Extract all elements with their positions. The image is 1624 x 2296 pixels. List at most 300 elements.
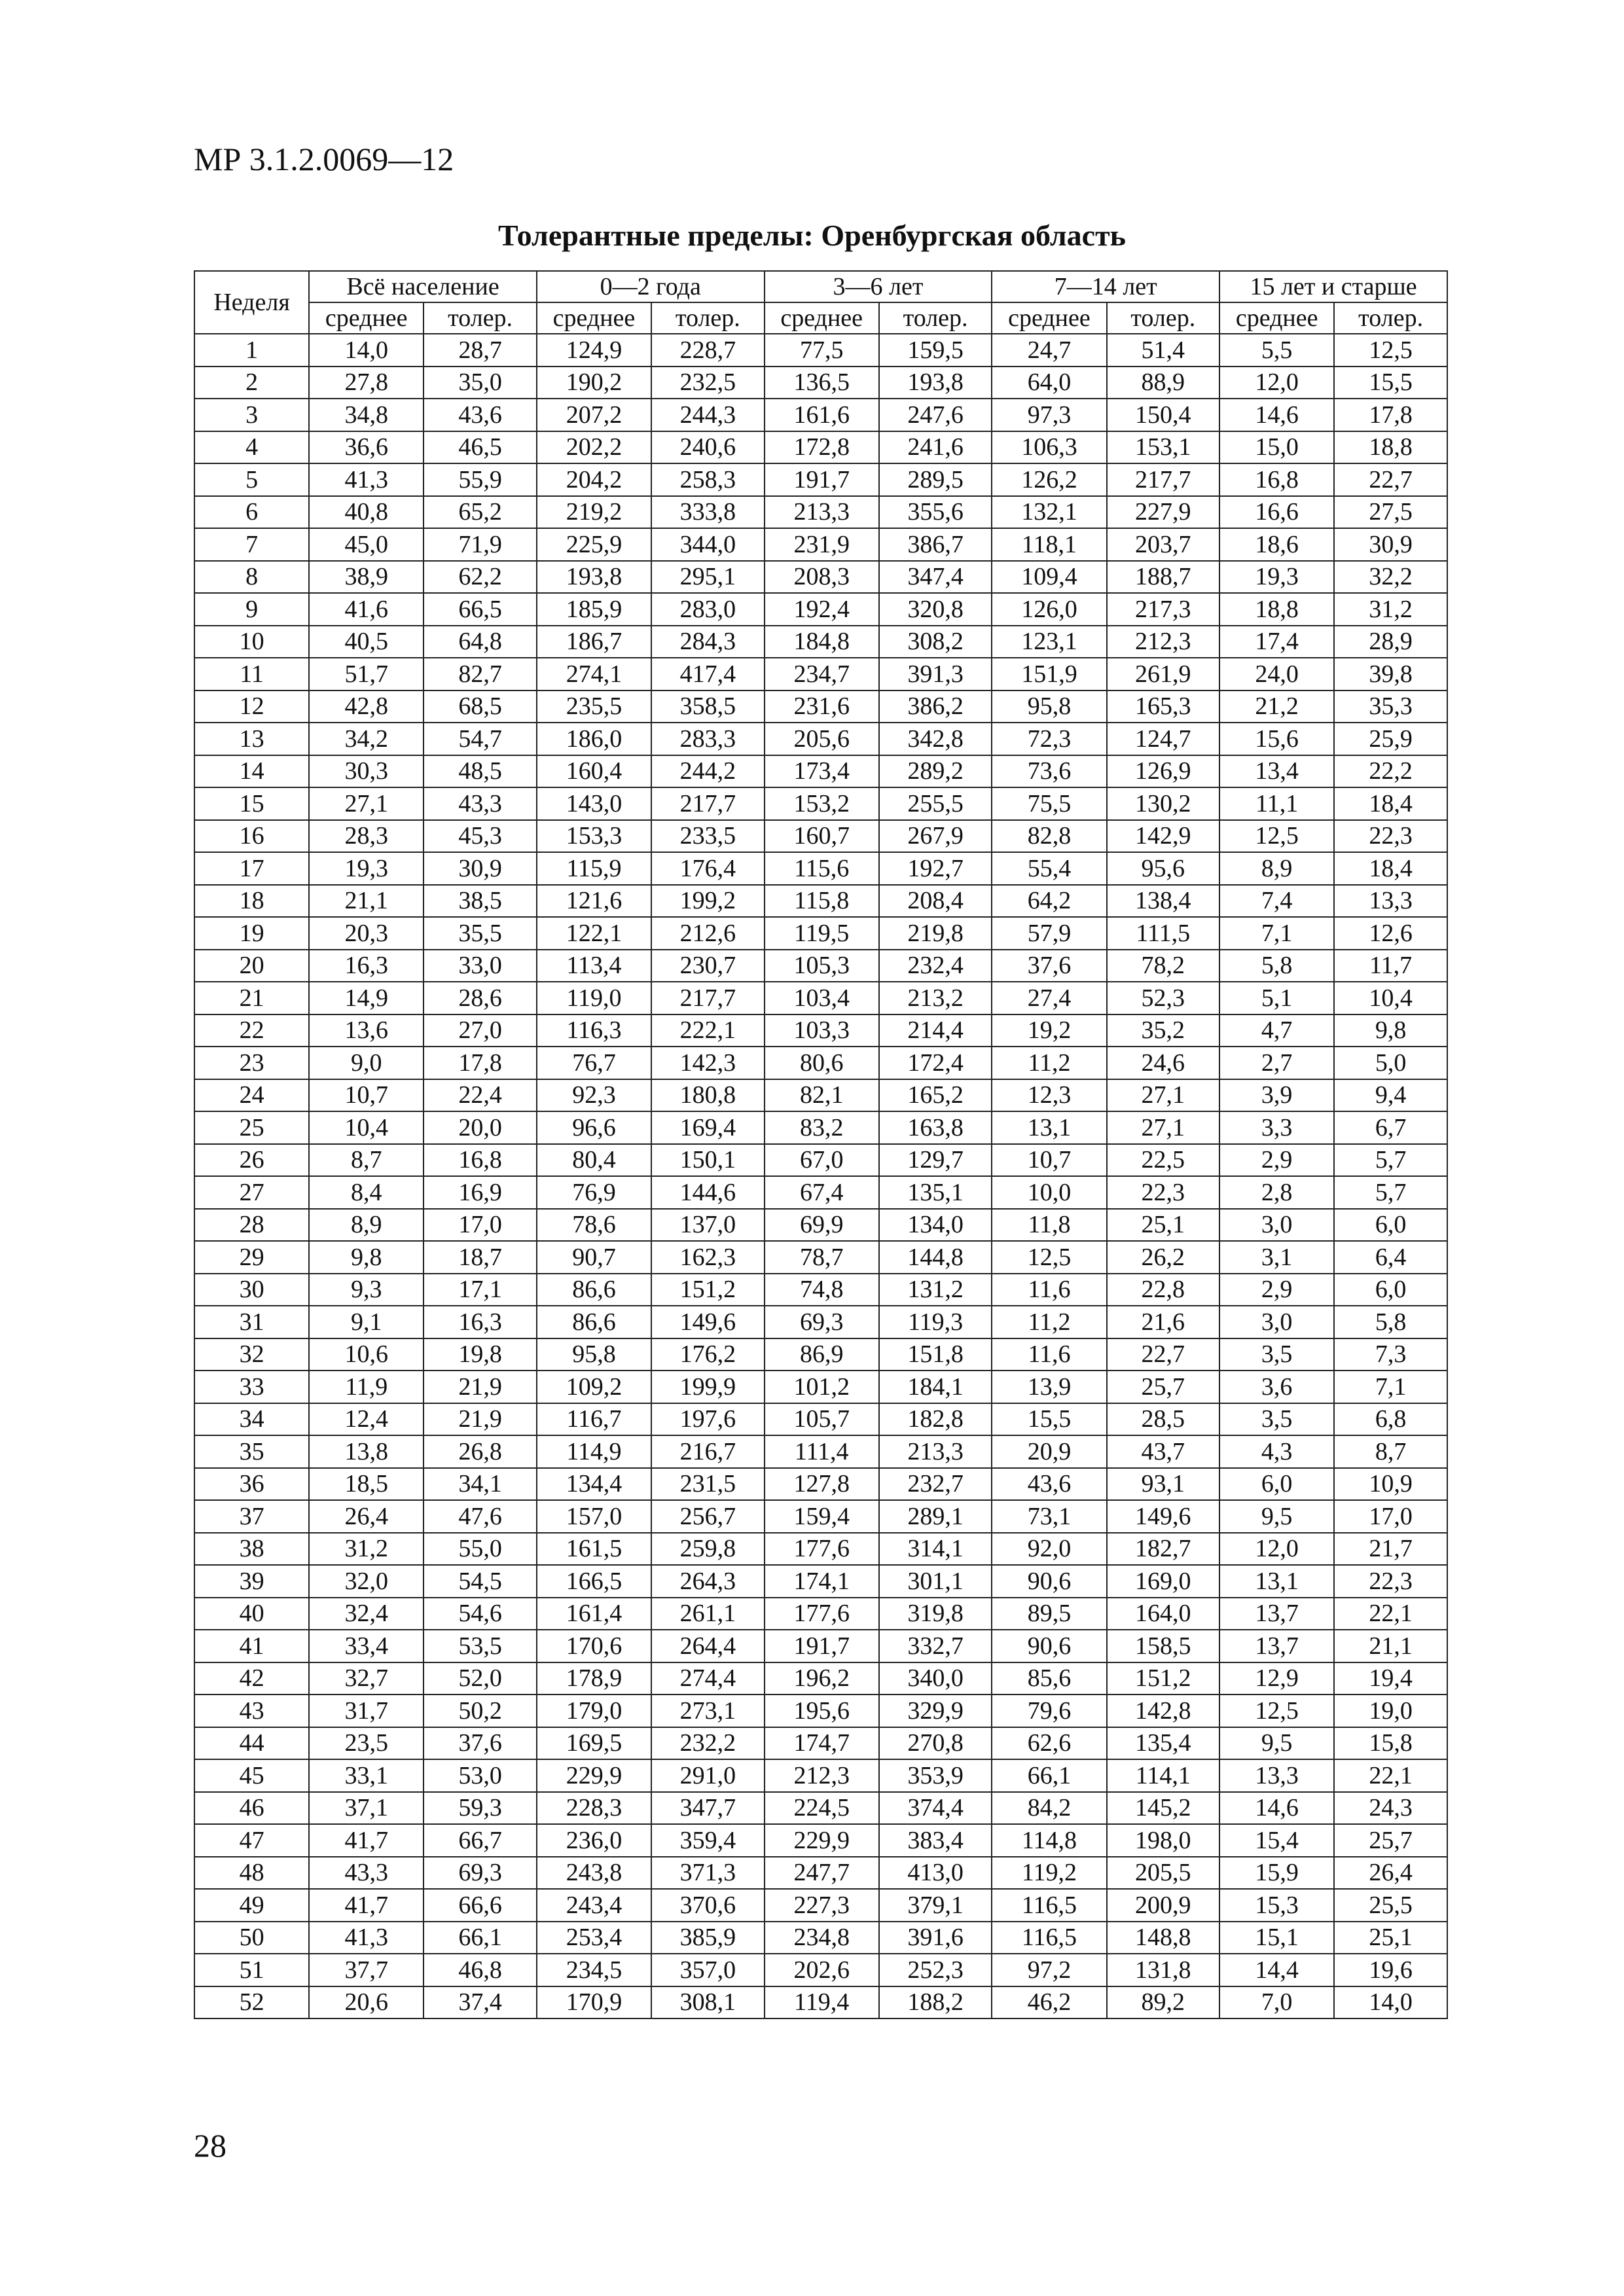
mean-value-cell: 90,7 <box>537 1241 651 1274</box>
tolerance-value-cell: 199,9 <box>651 1371 765 1403</box>
tolerance-value-cell: 30,9 <box>1334 528 1447 561</box>
mean-value-cell: 225,9 <box>537 528 651 561</box>
tolerance-value-cell: 5,0 <box>1334 1047 1447 1079</box>
tolerance-value-cell: 35,3 <box>1334 691 1447 723</box>
mean-value-cell: 46,2 <box>992 1986 1106 2019</box>
tolerance-value-cell: 51,4 <box>1107 334 1220 367</box>
mean-value-cell: 31,2 <box>309 1533 424 1566</box>
mean-value-cell: 229,9 <box>537 1759 651 1792</box>
mean-value-cell: 173,4 <box>765 755 879 788</box>
tolerance-value-cell: 230,7 <box>651 950 765 982</box>
mean-value-cell: 172,8 <box>765 431 879 464</box>
week-number-cell: 11 <box>194 658 309 691</box>
group-header-age-7-14: 7—14 лет <box>992 271 1219 302</box>
tolerance-value-cell: 66,1 <box>424 1922 537 1954</box>
tolerance-value-cell: 213,2 <box>879 982 992 1014</box>
tolerance-value-cell: 274,4 <box>651 1662 765 1695</box>
week-number-cell: 34 <box>194 1403 309 1436</box>
table-row <box>194 723 1447 755</box>
tolerance-value-cell: 6,0 <box>1334 1274 1447 1306</box>
week-number-cell: 46 <box>194 1792 309 1825</box>
tolerance-value-cell: 78,2 <box>1107 950 1220 982</box>
tolerance-value-cell: 9,4 <box>1334 1079 1447 1112</box>
mean-value-cell: 24,7 <box>992 334 1106 367</box>
tolerance-value-cell: 50,2 <box>424 1695 537 1727</box>
tolerance-value-cell: 212,3 <box>1107 626 1220 658</box>
tolerance-value-cell: 5,8 <box>1334 1306 1447 1338</box>
mean-value-cell: 15,5 <box>992 1403 1106 1436</box>
tolerance-value-cell: 228,7 <box>651 334 765 367</box>
mean-value-cell: 2,7 <box>1219 1047 1334 1079</box>
mean-value-cell: 151,9 <box>992 658 1106 691</box>
subheader-mean: среднее <box>992 302 1106 334</box>
mean-value-cell: 101,2 <box>765 1371 879 1403</box>
tolerance-value-cell: 217,7 <box>651 787 765 820</box>
table-row <box>194 755 1447 788</box>
tolerance-value-cell: 89,2 <box>1107 1986 1220 2019</box>
tolerance-value-cell: 6,4 <box>1334 1241 1447 1274</box>
table-title: Толерантные пределы: Оренбургская область <box>498 219 1126 252</box>
mean-value-cell: 5,5 <box>1219 334 1334 367</box>
mean-value-cell: 236,0 <box>537 1824 651 1857</box>
tolerance-value-cell: 52,0 <box>424 1662 537 1695</box>
tolerance-value-cell: 200,9 <box>1107 1889 1220 1922</box>
week-number-cell: 17 <box>194 852 309 885</box>
tolerance-value-cell: 22,1 <box>1334 1598 1447 1630</box>
mean-value-cell: 11,1 <box>1219 787 1334 820</box>
tolerance-value-cell: 217,7 <box>1107 463 1220 496</box>
mean-value-cell: 160,7 <box>765 820 879 853</box>
tolerance-value-cell: 130,2 <box>1107 787 1220 820</box>
mean-value-cell: 8,9 <box>309 1209 424 1242</box>
mean-value-cell: 12,9 <box>1219 1662 1334 1695</box>
mean-value-cell: 27,8 <box>309 367 424 399</box>
table-row <box>194 787 1447 820</box>
mean-value-cell: 86,6 <box>537 1274 651 1306</box>
tolerance-value-cell: 26,2 <box>1107 1241 1220 1274</box>
mean-value-cell: 62,6 <box>992 1727 1106 1760</box>
mean-value-cell: 57,9 <box>992 917 1106 950</box>
tolerance-value-cell: 15,5 <box>1334 367 1447 399</box>
tolerance-value-cell: 25,7 <box>1334 1824 1447 1857</box>
mean-value-cell: 105,7 <box>765 1403 879 1436</box>
tolerance-value-cell: 264,4 <box>651 1630 765 1662</box>
tolerance-value-cell: 31,2 <box>1334 593 1447 626</box>
tolerance-value-cell: 24,6 <box>1107 1047 1220 1079</box>
mean-value-cell: 90,6 <box>992 1630 1106 1662</box>
tolerance-value-cell: 38,5 <box>424 885 537 918</box>
week-number-cell: 14 <box>194 755 309 788</box>
page-number: 28 <box>194 2127 226 2164</box>
tolerance-value-cell: 159,5 <box>879 334 992 367</box>
mean-value-cell: 105,3 <box>765 950 879 982</box>
mean-value-cell: 231,9 <box>765 528 879 561</box>
tolerance-value-cell: 8,7 <box>1334 1435 1447 1468</box>
table-row <box>194 1468 1447 1501</box>
week-number-cell: 52 <box>194 1986 309 2019</box>
tolerance-value-cell: 203,7 <box>1107 528 1220 561</box>
tolerance-value-cell: 53,5 <box>424 1630 537 1662</box>
tolerance-value-cell: 357,0 <box>651 1954 765 1986</box>
tolerance-value-cell: 18,8 <box>1334 431 1447 464</box>
tolerance-value-cell: 138,4 <box>1107 885 1220 918</box>
tolerance-value-cell: 17,8 <box>1334 399 1447 431</box>
week-number-cell: 8 <box>194 561 309 594</box>
tolerance-value-cell: 232,5 <box>651 367 765 399</box>
tolerance-value-cell: 145,2 <box>1107 1792 1220 1825</box>
tolerance-value-cell: 258,3 <box>651 463 765 496</box>
table-row <box>194 1435 1447 1468</box>
week-number-cell: 24 <box>194 1079 309 1112</box>
tolerance-value-cell: 66,6 <box>424 1889 537 1922</box>
mean-value-cell: 116,5 <box>992 1889 1106 1922</box>
mean-value-cell: 109,4 <box>992 561 1106 594</box>
mean-value-cell: 10,4 <box>309 1111 424 1144</box>
mean-value-cell: 40,5 <box>309 626 424 658</box>
mean-value-cell: 9,1 <box>309 1306 424 1338</box>
table-row <box>194 1824 1447 1857</box>
mean-value-cell: 15,0 <box>1219 431 1334 464</box>
week-number-cell: 51 <box>194 1954 309 1986</box>
mean-value-cell: 2,8 <box>1219 1176 1334 1209</box>
tolerance-value-cell: 43,6 <box>424 399 537 431</box>
mean-value-cell: 111,4 <box>765 1435 879 1468</box>
week-number-cell: 40 <box>194 1598 309 1630</box>
mean-value-cell: 157,0 <box>537 1500 651 1533</box>
tolerance-value-cell: 231,5 <box>651 1468 765 1501</box>
week-number-cell: 6 <box>194 496 309 529</box>
mean-value-cell: 51,7 <box>309 658 424 691</box>
mean-value-cell: 3,6 <box>1219 1371 1334 1403</box>
tolerance-value-cell: 214,4 <box>879 1014 992 1047</box>
week-number-cell: 12 <box>194 691 309 723</box>
tolerance-value-cell: 28,7 <box>424 334 537 367</box>
group-header-row <box>194 271 1447 302</box>
mean-value-cell: 12,3 <box>992 1079 1106 1112</box>
tolerance-value-cell: 150,1 <box>651 1144 765 1177</box>
tolerance-value-cell: 21,9 <box>424 1371 537 1403</box>
mean-value-cell: 115,6 <box>765 852 879 885</box>
tolerance-value-cell: 255,5 <box>879 787 992 820</box>
mean-value-cell: 32,0 <box>309 1565 424 1598</box>
mean-value-cell: 13,1 <box>1219 1565 1334 1598</box>
mean-value-cell: 92,3 <box>537 1079 651 1112</box>
mean-value-cell: 32,4 <box>309 1598 424 1630</box>
week-column-header: Неделя <box>194 271 309 334</box>
mean-value-cell: 14,0 <box>309 334 424 367</box>
tolerance-value-cell: 386,2 <box>879 691 992 723</box>
table-row <box>194 626 1447 658</box>
mean-value-cell: 132,1 <box>992 496 1106 529</box>
tolerance-value-cell: 142,8 <box>1107 1695 1220 1727</box>
mean-value-cell: 174,7 <box>765 1727 879 1760</box>
table-row <box>194 1662 1447 1695</box>
table-row <box>194 1371 1447 1403</box>
mean-value-cell: 16,6 <box>1219 496 1334 529</box>
tolerance-value-cell: 6,0 <box>1334 1209 1447 1242</box>
mean-value-cell: 10,0 <box>992 1176 1106 1209</box>
table-row <box>194 1630 1447 1662</box>
mean-value-cell: 11,6 <box>992 1338 1106 1371</box>
mean-value-cell: 92,0 <box>992 1533 1106 1566</box>
mean-value-cell: 13,4 <box>1219 755 1334 788</box>
table-row <box>194 852 1447 885</box>
table-row <box>194 917 1447 950</box>
table-row <box>194 528 1447 561</box>
mean-value-cell: 227,3 <box>765 1889 879 1922</box>
mean-value-cell: 3,3 <box>1219 1111 1334 1144</box>
table-row <box>194 431 1447 464</box>
mean-value-cell: 69,3 <box>765 1306 879 1338</box>
mean-value-cell: 15,4 <box>1219 1824 1334 1857</box>
tolerance-value-cell: 244,2 <box>651 755 765 788</box>
mean-value-cell: 20,3 <box>309 917 424 950</box>
tolerance-value-cell: 347,4 <box>879 561 992 594</box>
tolerance-value-cell: 16,9 <box>424 1176 537 1209</box>
tolerance-value-cell: 39,8 <box>1334 658 1447 691</box>
mean-value-cell: 90,6 <box>992 1565 1106 1598</box>
tolerance-value-cell: 314,1 <box>879 1533 992 1566</box>
mean-value-cell: 174,1 <box>765 1565 879 1598</box>
mean-value-cell: 40,8 <box>309 496 424 529</box>
tolerance-value-cell: 149,6 <box>651 1306 765 1338</box>
tolerance-value-cell: 149,6 <box>1107 1500 1220 1533</box>
mean-value-cell: 10,6 <box>309 1338 424 1371</box>
tolerance-value-cell: 193,8 <box>879 367 992 399</box>
tolerance-value-cell: 359,4 <box>651 1824 765 1857</box>
mean-value-cell: 41,7 <box>309 1889 424 1922</box>
table-row <box>194 885 1447 918</box>
tolerance-value-cell: 172,4 <box>879 1047 992 1079</box>
week-number-cell: 21 <box>194 982 309 1014</box>
tolerance-value-cell: 25,9 <box>1334 723 1447 755</box>
mean-value-cell: 41,6 <box>309 593 424 626</box>
mean-value-cell: 19,2 <box>992 1014 1106 1047</box>
week-number-cell: 39 <box>194 1565 309 1598</box>
tolerance-value-cell: 273,1 <box>651 1695 765 1727</box>
tolerance-value-cell: 11,7 <box>1334 950 1447 982</box>
mean-value-cell: 212,3 <box>765 1759 879 1792</box>
week-number-cell: 35 <box>194 1435 309 1468</box>
mean-value-cell: 193,8 <box>537 561 651 594</box>
tolerance-value-cell: 27,5 <box>1334 496 1447 529</box>
week-number-cell: 48 <box>194 1857 309 1890</box>
tolerance-value-cell: 347,7 <box>651 1792 765 1825</box>
table-row <box>194 334 1447 367</box>
week-number-cell: 49 <box>194 1889 309 1922</box>
mean-value-cell: 159,4 <box>765 1500 879 1533</box>
mean-value-cell: 170,9 <box>537 1986 651 2019</box>
mean-value-cell: 247,7 <box>765 1857 879 1890</box>
mean-value-cell: 21,1 <box>309 885 424 918</box>
tolerance-value-cell: 151,2 <box>651 1274 765 1306</box>
tolerance-value-cell: 240,6 <box>651 431 765 464</box>
mean-value-cell: 243,8 <box>537 1857 651 1890</box>
table-row <box>194 1274 1447 1306</box>
tolerance-value-cell: 289,5 <box>879 463 992 496</box>
tolerance-value-cell: 28,6 <box>424 982 537 1014</box>
tolerance-value-cell: 233,5 <box>651 820 765 853</box>
tolerance-value-cell: 222,1 <box>651 1014 765 1047</box>
mean-value-cell: 76,7 <box>537 1047 651 1079</box>
mean-value-cell: 126,0 <box>992 593 1106 626</box>
tolerance-value-cell: 417,4 <box>651 658 765 691</box>
tolerance-value-cell: 21,9 <box>424 1403 537 1436</box>
tolerance-value-cell: 391,6 <box>879 1922 992 1954</box>
tolerance-value-cell: 344,0 <box>651 528 765 561</box>
tolerance-value-cell: 26,8 <box>424 1435 537 1468</box>
tolerance-value-cell: 19,8 <box>424 1338 537 1371</box>
mean-value-cell: 38,9 <box>309 561 424 594</box>
week-number-cell: 23 <box>194 1047 309 1079</box>
mean-value-cell: 13,7 <box>1219 1630 1334 1662</box>
tolerance-value-cell: 33,0 <box>424 950 537 982</box>
mean-value-cell: 21,2 <box>1219 691 1334 723</box>
tolerance-value-cell: 88,9 <box>1107 367 1220 399</box>
mean-value-cell: 14,9 <box>309 982 424 1014</box>
mean-value-cell: 11,2 <box>992 1306 1106 1338</box>
tolerance-value-cell: 180,8 <box>651 1079 765 1112</box>
table-row <box>194 658 1447 691</box>
mean-value-cell: 9,0 <box>309 1047 424 1079</box>
tolerance-value-cell: 358,5 <box>651 691 765 723</box>
tolerance-value-cell: 261,9 <box>1107 658 1220 691</box>
week-number-cell: 47 <box>194 1824 309 1857</box>
mean-value-cell: 13,8 <box>309 1435 424 1468</box>
tolerance-value-cell: 244,3 <box>651 399 765 431</box>
tolerance-value-cell: 329,9 <box>879 1695 992 1727</box>
tolerance-value-cell: 6,7 <box>1334 1111 1447 1144</box>
mean-value-cell: 72,3 <box>992 723 1106 755</box>
tolerance-value-cell: 25,1 <box>1107 1209 1220 1242</box>
tolerance-value-cell: 144,8 <box>879 1241 992 1274</box>
tolerance-value-cell: 188,2 <box>879 1986 992 2019</box>
tolerance-value-cell: 308,1 <box>651 1986 765 2019</box>
table-row <box>194 1111 1447 1144</box>
table-row <box>194 1500 1447 1533</box>
tolerance-value-cell: 197,6 <box>651 1403 765 1436</box>
mean-value-cell: 119,2 <box>992 1857 1106 1890</box>
mean-value-cell: 3,0 <box>1219 1306 1334 1338</box>
mean-value-cell: 34,8 <box>309 399 424 431</box>
mean-value-cell: 27,4 <box>992 982 1106 1014</box>
tolerance-value-cell: 162,3 <box>651 1241 765 1274</box>
subheader-mean: среднее <box>1219 302 1334 334</box>
mean-value-cell: 134,4 <box>537 1468 651 1501</box>
mean-value-cell: 170,6 <box>537 1630 651 1662</box>
tolerance-value-cell: 241,6 <box>879 431 992 464</box>
mean-value-cell: 34,2 <box>309 723 424 755</box>
group-header-age-15-plus: 15 лет и старше <box>1219 271 1447 302</box>
tolerance-value-cell: 164,0 <box>1107 1598 1220 1630</box>
tolerance-value-cell: 59,3 <box>424 1792 537 1825</box>
tolerance-value-cell: 45,3 <box>424 820 537 853</box>
tolerance-value-cell: 43,7 <box>1107 1435 1220 1468</box>
mean-value-cell: 186,7 <box>537 626 651 658</box>
tolerance-value-cell: 55,0 <box>424 1533 537 1566</box>
tolerance-value-cell: 111,5 <box>1107 917 1220 950</box>
mean-value-cell: 13,9 <box>992 1371 1106 1403</box>
table-row <box>194 1144 1447 1177</box>
table-row <box>194 1209 1447 1242</box>
mean-value-cell: 73,6 <box>992 755 1106 788</box>
tolerance-value-cell: 353,9 <box>879 1759 992 1792</box>
tolerance-value-cell: 22,3 <box>1107 1176 1220 1209</box>
week-number-cell: 43 <box>194 1695 309 1727</box>
tolerance-value-cell: 22,8 <box>1107 1274 1220 1306</box>
tolerance-value-cell: 126,9 <box>1107 755 1220 788</box>
tolerance-value-cell: 270,8 <box>879 1727 992 1760</box>
tolerance-value-cell: 198,0 <box>1107 1824 1220 1857</box>
mean-value-cell: 36,6 <box>309 431 424 464</box>
mean-value-cell: 19,3 <box>1219 561 1334 594</box>
tolerance-value-cell: 62,2 <box>424 561 537 594</box>
mean-value-cell: 103,3 <box>765 1014 879 1047</box>
mean-value-cell: 15,6 <box>1219 723 1334 755</box>
week-number-cell: 33 <box>194 1371 309 1403</box>
tolerance-value-cell: 208,4 <box>879 885 992 918</box>
tolerance-value-cell: 264,3 <box>651 1565 765 1598</box>
tolerance-value-cell: 124,7 <box>1107 723 1220 755</box>
mean-value-cell: 127,8 <box>765 1468 879 1501</box>
table-row <box>194 496 1447 529</box>
tolerance-value-cell: 283,3 <box>651 723 765 755</box>
mean-value-cell: 103,4 <box>765 982 879 1014</box>
mean-value-cell: 11,6 <box>992 1274 1106 1306</box>
mean-value-cell: 136,5 <box>765 367 879 399</box>
mean-value-cell: 30,3 <box>309 755 424 788</box>
tolerance-value-cell: 46,5 <box>424 431 537 464</box>
tolerance-value-cell: 142,9 <box>1107 820 1220 853</box>
mean-value-cell: 9,3 <box>309 1274 424 1306</box>
tolerance-value-cell: 19,0 <box>1334 1695 1447 1727</box>
mean-value-cell: 109,2 <box>537 1371 651 1403</box>
mean-value-cell: 33,4 <box>309 1630 424 1662</box>
mean-value-cell: 122,1 <box>537 917 651 950</box>
mean-value-cell: 235,5 <box>537 691 651 723</box>
tolerance-value-cell: 151,2 <box>1107 1662 1220 1695</box>
tolerance-value-cell: 247,6 <box>879 399 992 431</box>
mean-value-cell: 37,7 <box>309 1954 424 1986</box>
tolerance-value-cell: 18,4 <box>1334 852 1447 885</box>
mean-value-cell: 9,8 <box>309 1241 424 1274</box>
tolerance-value-cell: 52,3 <box>1107 982 1220 1014</box>
tolerance-value-cell: 21,7 <box>1334 1533 1447 1566</box>
tolerance-value-cell: 134,0 <box>879 1209 992 1242</box>
tolerance-value-cell: 7,1 <box>1334 1371 1447 1403</box>
tolerance-value-cell: 379,1 <box>879 1889 992 1922</box>
mean-value-cell: 76,9 <box>537 1176 651 1209</box>
tolerance-value-cell: 27,1 <box>1107 1111 1220 1144</box>
mean-value-cell: 207,2 <box>537 399 651 431</box>
mean-value-cell: 55,4 <box>992 852 1106 885</box>
week-number-cell: 50 <box>194 1922 309 1954</box>
table-row <box>194 1598 1447 1630</box>
mean-value-cell: 66,1 <box>992 1759 1106 1792</box>
mean-value-cell: 78,6 <box>537 1209 651 1242</box>
week-number-cell: 38 <box>194 1533 309 1566</box>
tolerance-value-cell: 370,6 <box>651 1889 765 1922</box>
mean-value-cell: 123,1 <box>992 626 1106 658</box>
tolerance-value-cell: 20,0 <box>424 1111 537 1144</box>
mean-value-cell: 196,2 <box>765 1662 879 1695</box>
mean-value-cell: 95,8 <box>537 1338 651 1371</box>
mean-value-cell: 2,9 <box>1219 1144 1334 1177</box>
mean-value-cell: 16,3 <box>309 950 424 982</box>
tolerance-value-cell: 169,0 <box>1107 1565 1220 1598</box>
tolerance-value-cell: 284,3 <box>651 626 765 658</box>
tolerance-value-cell: 267,9 <box>879 820 992 853</box>
